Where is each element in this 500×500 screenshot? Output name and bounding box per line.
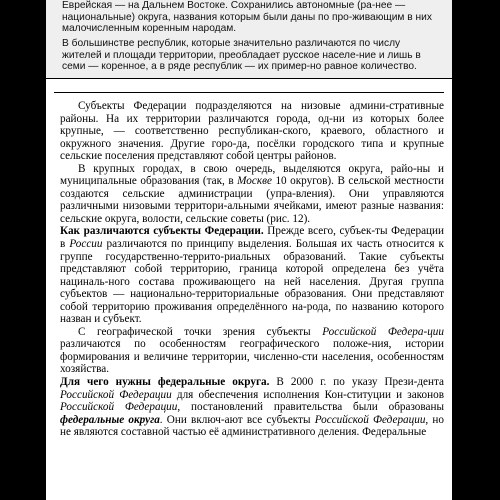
question-heading-2: Для чего нужны федеральные округа.	[60, 376, 270, 389]
paragraph-5: Для чего нужны федеральные округа. В 2000 г. по указу Прези-дента Российской Федерации для обеспечения исполнения Кон-ституции и законов Российской Федерации, постановлений правительства были образованы федеральные округа. Они включ-ают все субъекты Российской Федерации, но не являются составной частью её административного деления. Федеральные	[60, 376, 445, 439]
paragraph-4: С географической точки зрения субъекты Российской Федера-ции различаются по особенностям географического положе-ния, истории формирования и величине территории, численно-сти населения, особенностям хозяйства.	[60, 325, 444, 376]
place-name-rf: Российской Федера-ции	[322, 325, 444, 338]
place-name-moscow: Москве	[237, 175, 272, 188]
body-text	[60, 100, 444, 439]
box-paragraph-2: В большинстве республик, которые значительно различаются по числу жителей и площади территории, преобладает русское населе-ние и лишь в семи — коренное, а в ряде республик — их пример-но равное количество.	[62, 38, 421, 73]
textbook-page	[46, 0, 452, 500]
term-federal-districts: федеральные округа	[60, 413, 160, 426]
place-name-russia: России	[69, 238, 103, 251]
paragraph-2: В крупных городах, в свою очередь, выделяются округа, райо-ны и муниципальные образования (так, в Москве 10 округов). В сельской местности создаются сельские администрации (упра-вления). Они управляются различными низовыми территори-альными ячейками, имеют разные названия: сельские округа, волости, сельские советы (рис. 12).	[60, 162, 444, 225]
highlighted-text-box	[46, 0, 452, 79]
section-divider	[54, 92, 444, 93]
box-paragraph-1: Еврейская — на Дальнем Востоке. Сохранились автономные (ра-нее — национальные) округа, названия которым были даны по про-живающим в них малочисленным коренным народам.	[62, 0, 432, 35]
paragraph-1: Субъекты Федерации подразделяются на низовые админи-стративные районы. На их территории различаются города, од-ни из которых более крупные, — соответственно республикан-ского, краевого, областного и окружного значения. Другие горо-да, посёлки городского типа и крупные сельские поселения представляют собой центры районов.	[60, 100, 444, 163]
paragraph-3: Как различаются субъекты Федерации. Прежде всего, субъек-ты Федерации в России различаются по принципу выделения. Большая их часть относится к группе государственно-террито-риальных образований. Такие субъекты представляют собой территорию, граница которой определена без учёта нациналь-ного состава проживающего на ней населения. Другая группа субъектов — национально-территориальные образования. Они представляют собой территорию проживания определённого на-рода, по названию которого назван и субъект.	[60, 225, 444, 326]
question-heading-1: Как различаются субъекты Федерации.	[60, 225, 264, 238]
